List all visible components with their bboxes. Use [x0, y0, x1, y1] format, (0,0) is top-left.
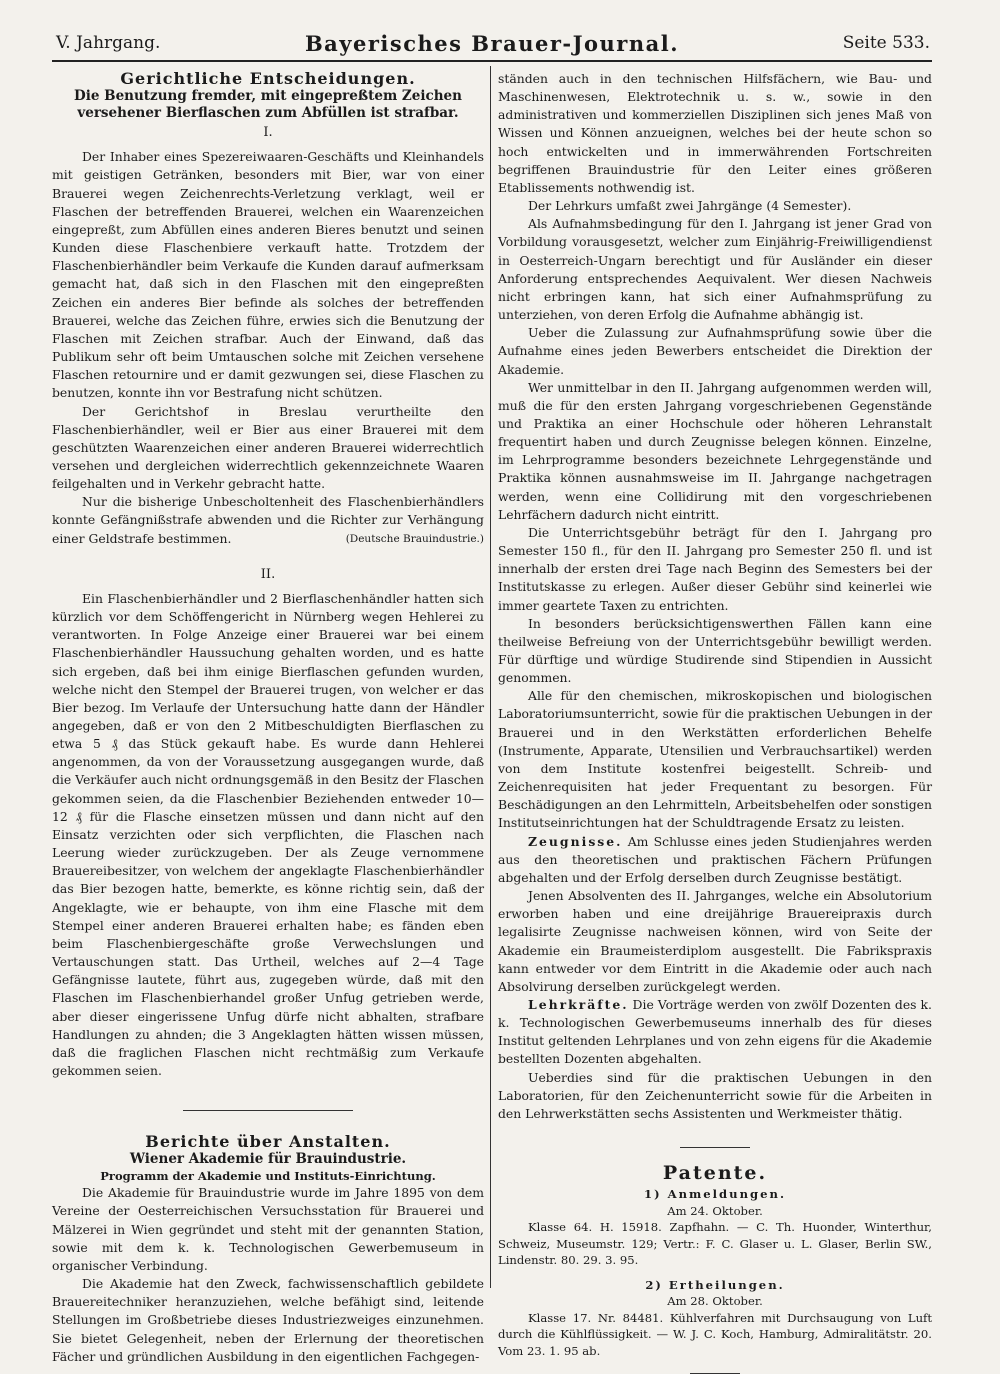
page-number: Seite 533. [842, 33, 930, 53]
spacer [498, 1269, 932, 1277]
section-title-patents: Patente. [662, 1162, 768, 1185]
page-header [52, 30, 932, 62]
patents-subheading-registrations: 1) Anmeldungen. [644, 1187, 786, 1202]
article-paragraph: Ueberdies sind für die praktischen Uebungen in den Laboratorien, für den Zeichenunterricht sowie für die Arbeiten in den Lehrwerkstätten sechs Assistenten und Werkmeister thätig. [498, 1069, 932, 1121]
patents-date: Am 28. Oktober. [667, 1294, 763, 1309]
article-paragraph: Alle für den chemischen, mikroskopischen und biologischen Laboratoriumsunterricht, sowie für die praktischen Uebungen in der Brauerei und in den Werkstätten erforderlichen Behelfe (Instrumente, Apparate, Utensilien und Verbrauchsartikel) werden von dem Institute kostenfrei beigestellt. Schreib- und Zeichenrequisiten hat jeder Frequentant zu besorgen. Für Beschädigungen an den Lehrmitteln, Arbeitsbehelfen oder sonstigen Institutseinrichtungen hat der Schuldtragende Ersatz zu leisten. [498, 688, 932, 831]
right-column [498, 70, 932, 1358]
section-title-institutions: Berichte über Anstalten. [145, 1132, 391, 1152]
article-paragraph: In besonders berücksichtigenswerthen Fällen kann eine theilweise Befreiung von der Unterrichtsgebühr bewilligt werden. Für dürftige und würdige Studirende sind Stipendien in Aussicht genommen. [498, 615, 932, 686]
paragraph-text: Die Vorträge werden von zwölf Dozenten des k. k. Technologischen Gewerbemuseums innerhalb des für dieses Institut geltenden Lehrplanes und von zehn eigens für die Akademie bestellten Dozenten abgehalten. [498, 996, 932, 1067]
left-column [52, 69, 484, 1364]
article-subtitle-program: Programm der Akademie und Instituts-Einrichtung. [100, 1169, 436, 1184]
paragraph-lead: Lehrkräfte. [528, 996, 629, 1012]
volume-label: V. Jahrgang. [56, 33, 161, 53]
article-paragraph: Als Aufnahmsbedingung für den I. Jahrgang ist jener Grad von Vorbildung vorausgesetzt, welcher zum Einjährig-Freiwilligendienst in Oesterreich-Ungarn berechtigt und für Ausländer ein dieser Anforderung entsprechendes Aequivalent. Wer diesen Nachweis nicht erbringen kann, hat sich einer Aufnahmsprüfung zu unterziehen, von deren Erfolg die Aufnahme abhängig ist. [498, 216, 932, 323]
paragraph-lead: Zeugnisse. [528, 833, 623, 849]
article-paragraph [498, 833, 932, 887]
patent-entry: Klasse 64. H. 15918. Zapfhahn. — C. Th. Huonder, Winterthur, Schweiz, Museumstr. 129; Vertr.: F. C. Glaser u. L. Glaser, Berlin SW., Lindenstr. 80. 29. 3. 95. [498, 1220, 932, 1268]
article-paragraph [498, 996, 932, 1069]
article-paragraph: Die Akademie hat den Zweck, fachwissenschaftlich gebildete Brauereitechniker heranzuziehen, welche befähigt sind, leitende Stellungen im Großbetriebe dieses Industriezweiges einzunehmen. Sie bietet Gelegenheit, neben der Erlernung der theoretischen Fächer und gründlichen Ausbildung in den eigentlichen Fachgegen- [52, 1276, 484, 1364]
paragraph-text: Nur die bisherige Unbescholtenheit des Flaschenbierhändlers konnte Gefängnißstrafe abwenden und die Richter zur Verhängung einer Geldstrafe bestimmen. [52, 494, 484, 546]
article-paragraph: Die Unterrichtsgebühr beträgt für den I. Jahrgang pro Semester 150 fl., für den II. Jahrgang pro Semester 250 fl. und ist innerhalb der ersten drei Tage nach Beginn des Semesters bei der Institutskasse zu erlegen. Außer dieser Gebühr sind keinerlei wie immer geartete Taxen zu entrichten. [498, 524, 932, 613]
part-numeral-2: II. [260, 566, 276, 582]
article-paragraph: Die Akademie für Brauindustrie wurde im Jahre 1895 von dem Vereine der Oesterreichischen Versuchsstation für Brauerei und Mälzerei in Wien gegründet und steht mit der genannten Station, sowie mit dem k. k. Technologischen Gewerbemuseum in organischer Verbindung. [52, 1185, 484, 1273]
column-divider [490, 66, 491, 1288]
article-paragraph [52, 493, 484, 547]
article-paragraph: Der Gerichtshof in Breslau verurtheilte den Flaschenbierhändler, weil er Bier aus einer Brauerei mit dem geschützten Waarenzeichen einer anderen Brauerei widerrechtlich versehen und dergleichen widerrechtlich gekennzeichnete Waaren feilgehalten und in Verkehr gebracht hatte. [52, 403, 484, 492]
patents-date: Am 24. Oktober. [667, 1203, 763, 1218]
patents-subheading-grants: 2) Ertheilungen. [645, 1277, 785, 1292]
article-paragraph: ständen auch in den technischen Hilfsfächern, wie Bau- und Maschinenwesen, Elektrotechnik u. s. w., sowie in den administrativen und kommerziellen Disziplinen sich jenes Maß von Wissen und Können anzueignen, welches bei der heute schon so hoch entwickelten und in immerwährenden Fortschreiten begriffenen Brauindustrie für den Leiter eines größeren Etablissements nothwendig ist. [498, 71, 932, 195]
article-paragraph: Ein Flaschenbierhändler und 2 Bierflaschenhändler hatten sich kürzlich vor dem Schöffengericht in Nürnberg wegen Hehlerei zu verantworten. In Folge Anzeige einer Brauerei war bei einem Flaschenbierhändler Haussuchung gehalten worden, und es hatte sich ergeben, daß bei ihm einige Bierflaschen gefunden wurden, welche nicht den Stempel der Brauerei trugen, von welcher er das Bier bezog. Im Verlaufe der Untersuchung hatte dann der Händler angegeben, daß er von den 2 Mitbeschuldigten Bierflaschen zu etwa 5 ₰ das Stück gekauft habe. Es wurde dann Hehlerei angenommen, da von der Voraussetzung ausgegangen wurde, daß die Verkäufer auch nicht ordnungsgemäß in den Besitz der Flaschen gekommen seien, da die Flaschenbier Beziehenden entweder 10—12 ₰ für die Flasche einsetzen müssen und dann nicht auf den Einsatz verzichten oder sich verpflichten, die Flaschen nach Leerung wieder zurückzugeben. Der als Zeuge vernommene Brauereibesitzer, von welchem der angeklagte Flaschenbierhändler das Bier bezogen hatte, bemerkte, es könne richtig sein, daß der Angeklagte, wie er behaupte, von ihm eine Flasche mit dem Stempel einer anderen Brauerei erhalten habe; es fänden eben beim Flaschenbiergeschäfte große Verwechslungen und Vertauschungen statt. Das Urtheil, welches auf 2—4 Tage Gefängnisse lautete, führt aus, zugegeben würde, daß mit den Flaschen im Flaschenbierhandel großer Unfug getrieben werde, aber dieser eingerissene Unfug dürfe nicht abhalten, strafbare Handlungen zu ahnden; die 3 Angeklagten hätten wissen müssen, daß die fraglichen Flaschen nicht rechtmäßig zum Verkaufe gekommen seien. [52, 590, 484, 1078]
patent-entry: Klasse 17. Nr. 84481. Kühlverfahren mit Durchsaugung von Luft durch die Kühlflüssigkeit. — W. J. C. Koch, Hamburg, Admiralitätstr. 20. Vom 23. 1. 95 ab. [498, 1310, 932, 1358]
article-title-bottle-use: Die Benutzung fremder, mit eingepreßtem Zeichen versehener Bierflaschen zum Abfüllen ist strafbar. [74, 88, 462, 122]
section-divider [680, 1147, 750, 1148]
article-paragraph: Ueber die Zulassung zur Aufnahmsprüfung sowie über die Aufnahme eines jeden Bewerbers entscheidet die Direktion der Akademie. [498, 325, 932, 377]
section-divider [183, 1110, 353, 1111]
source-citation: (Deutsche Brauindustrie.) [345, 532, 484, 545]
part-numeral-1: I. [263, 125, 273, 141]
article-paragraph: Wer unmittelbar in den II. Jahrgang aufgenommen werden will, muß die für den ersten Jahrgang vorgeschriebenen Gegenstände und Praktika an einer Hochschule oder höheren Lehranstalt frequentirt haben und durch Zeugnisse belegen können. Einzelne, im Lehrprogramme besonders bezeichnete Lehrgegenstände und Praktika können ausnahmsweise im II. Jahrgange nachgetragen werden, wenn eine Collidirung mit den vorgeschriebenen Lehrfächern dadurch nicht eintritt. [498, 379, 932, 522]
article-paragraph: Der Inhaber eines Spezereiwaaren-Geschäfts und Kleinhandels mit geistigen Getränken, besonders mit Bier, war von einer Brauerei wegen Zeichenrechts-Verletzung verklagt, weil er Flaschen der betreffenden Brauerei, welchen ein Waarenzeichen eingepreßt, zum Abfüllen eines anderen Bieres benutzt und seinen Kunden diese Flaschenbiere verkauft hatte. Trotzdem der Flaschenbierhändler beim Verkaufe die Kunden darauf aufmerksam gemacht hat, daß sich in den Flaschen mit den eingepreßten Zeichen ein anderes Bier befinde als solches der betreffenden Brauerei, welche das Zeichen führe, erwies sich die Benutzung der Flaschen mit Zeichen strafbar. Auch der Einwand, daß das Publikum sehr oft beim Umtauschen solche mit Zeichen versehene Flaschen retournire und er damit gezwungen sei, diese Flaschen zu benutzen, konnte ihn vor Bestrafung nicht schützen. [52, 149, 484, 401]
article-paragraph: Jenen Absolventen des II. Jahrganges, welche ein Absolutorium erworben haben und eine dreijährige Brauereipraxis durch legalisirte Zeugnisse nachweisen können, wird von Seite der Akademie ein Braumeisterdiplom ausgestellt. Die Fabrikspraxis kann entweder vor dem Eintritt in die Akademie oder auch nach Absolvirung derselben zurückgelegt werden. [498, 888, 932, 994]
paragraph-text: Am Schlusse eines jeden Studienjahres werden aus den theoretischen und praktischen Fächern Prüfungen abgehalten und der Erfolg derselben durch Zeugnisse bestätigt. [498, 833, 932, 885]
article-title-academy: Wiener Akademie für Brauindustrie. [129, 1151, 407, 1168]
section-title-court-decisions: Gerichtliche Entscheidungen. [120, 69, 416, 88]
journal-title: Bayerisches Brauer-Journal. [304, 31, 680, 56]
article-paragraph: Der Lehrkurs umfaßt zwei Jahrgänge (4 Semester). [528, 198, 852, 214]
